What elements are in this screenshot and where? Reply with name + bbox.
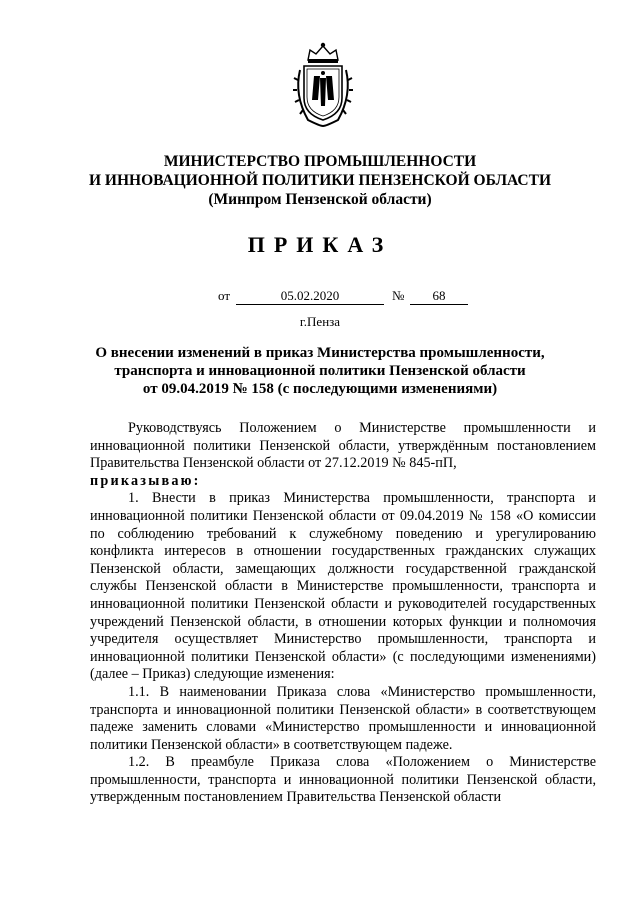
order-word: приказываю: — [90, 472, 201, 489]
date-prefix: от — [218, 288, 231, 303]
order-date: 05.02.2020 — [236, 288, 384, 305]
order-number: 68 — [410, 288, 468, 305]
order-subject — [80, 344, 560, 398]
ministry-name-line2: И ИННОВАЦИОННОЙ ПОЛИТИКИ ПЕНЗЕНСКОЙ ОБЛАСТИ — [88, 172, 552, 189]
order-body — [90, 420, 596, 807]
number-prefix: № — [392, 288, 405, 303]
subject-line3: от 09.04.2019 № 158 (с последующими изменениями) — [142, 381, 498, 397]
preamble-paragraph: Руководствуясь Положением о Министерстве промышленности и инновационной политики Пензенской области, утверждённым постановлением Правительства Пензенской области от 27.12.2019 № 845-пП, — [90, 420, 596, 472]
ministry-name-line1: МИНИСТЕРСТВО ПРОМЫШЛЕННОСТИ — [163, 153, 477, 170]
city: г.Пенза — [299, 314, 341, 329]
item-1-2-paragraph: 1.2. В преамбуле Приказа слова «Положением о Министерстве промышленности, транспорта и инновационной политики Пензенской области, утвержденным постановлением Правительства Пензенской области — [90, 754, 596, 806]
item-1-paragraph: 1. Внести в приказ Министерства промышленности, транспорта и инновационной политики Пензенской области от 09.04.2019 № 158 «О комиссии по соблюдению требований к служебному поведению и урегулированию конфликта интересов в отношении государственных гражданских служащих Пензенской области, замещающих должности государственной гражданской службы Пензенской области в Министерстве промышленности, транспорта и инновационной политики Пензенской области и руководителей государственных учреждений Пензенской области, в отношении которых функции и полномочия учредителя осуществляет Министерство промышленности, транспорта и инновационной политики Пензенской области» (с последующими изменениями) (далее – Приказ) следующие изменения: — [90, 490, 596, 683]
ministry-short-name: (Минпром Пензенской области) — [208, 191, 432, 208]
subject-line2: транспорта и инновационной политики Пензенской области — [114, 363, 526, 379]
coat-of-arms-icon — [290, 40, 356, 128]
subject-line1: О внесении изменений в приказ Министерства промышленности, — [95, 345, 545, 361]
item-1-1-paragraph: 1.1. В наименовании Приказа слова «Министерство промышленности, транспорта и инновационной политики Пензенской области» в соответствующем падеже заменить словами «Министерство промышленности и инновационной политики Пензенской области» в соответствующем падеже. — [90, 683, 596, 753]
document-title: ПРИКАЗ — [247, 232, 393, 257]
ministry-name — [60, 152, 580, 190]
